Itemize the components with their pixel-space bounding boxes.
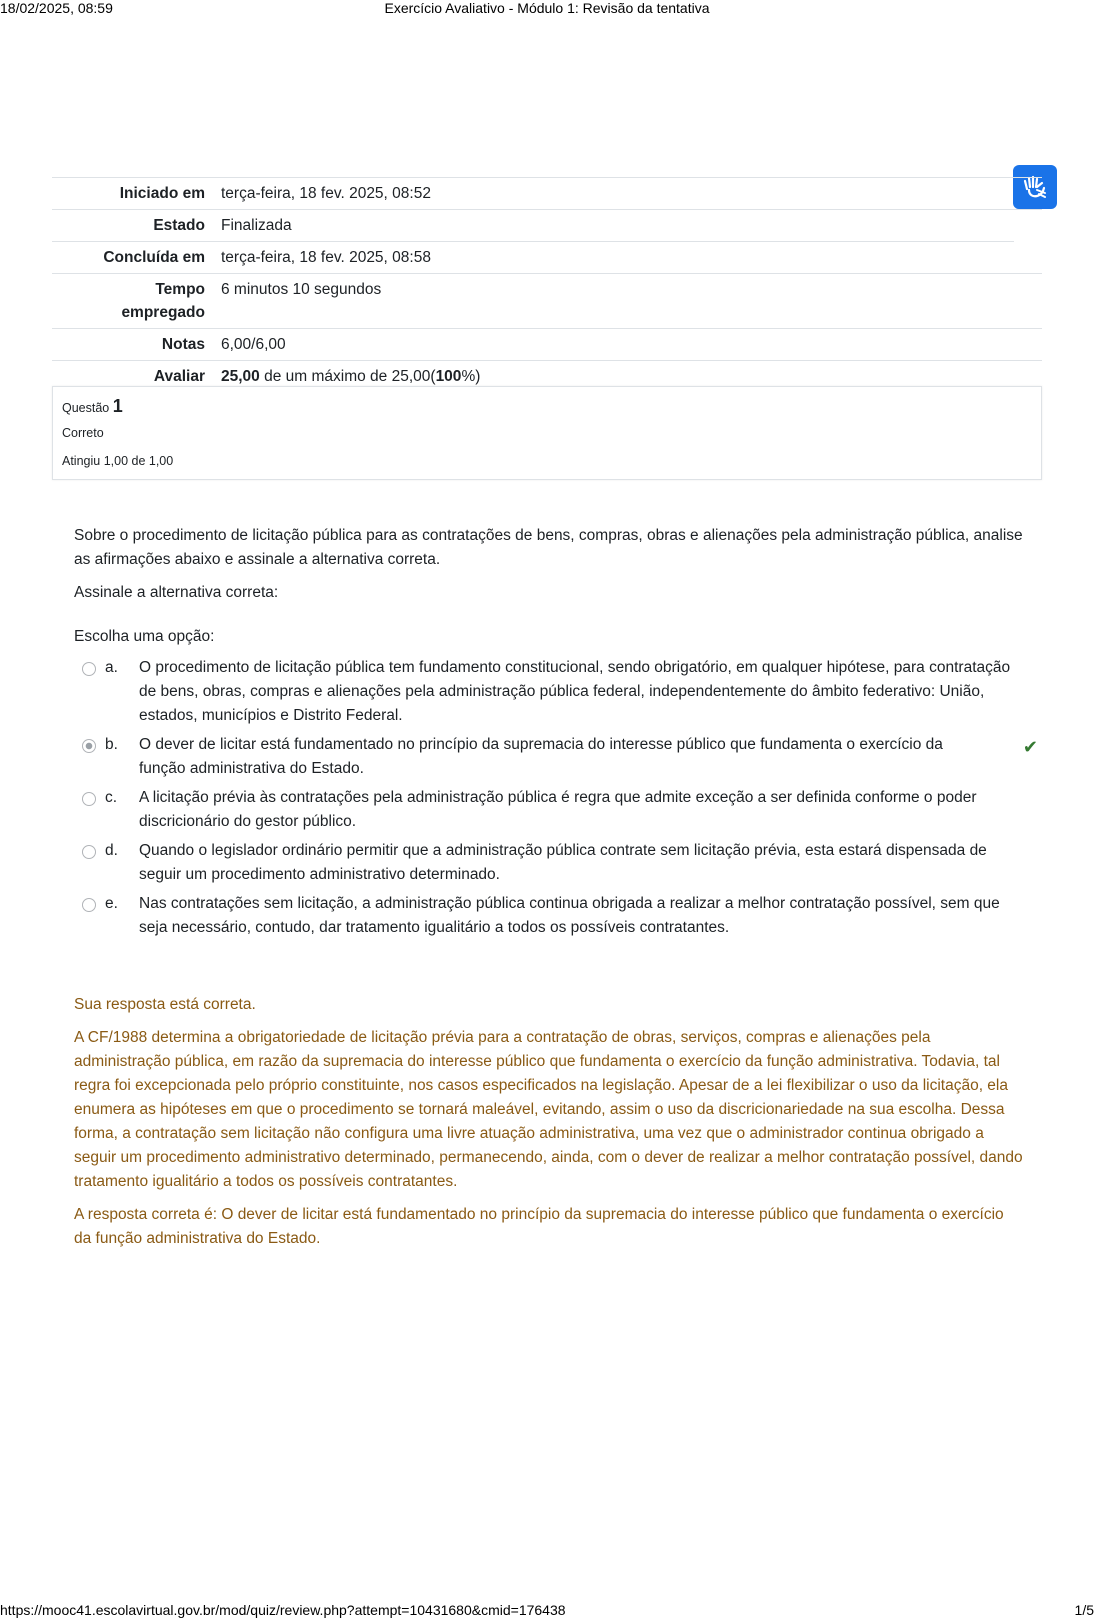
radio-button[interactable] [82, 845, 96, 859]
summary-value: terça-feira, 18 fev. 2025, 08:58 [221, 249, 431, 266]
question-instruction: Assinale a alternativa correta: [74, 584, 279, 601]
grade-middle-text: de um máximo de 25,00( [259, 368, 436, 385]
summary-row-marks [52, 328, 1042, 360]
radio-button-selected[interactable] [82, 739, 96, 753]
answer-letter: a. [105, 659, 118, 676]
summary-value: terça-feira, 18 fev. 2025, 08:52 [221, 185, 431, 202]
question-state: Correto [62, 426, 104, 440]
summary-value: 6,00/6,00 [221, 336, 286, 353]
question-grade: Atingiu 1,00 de 1,00 [62, 454, 174, 468]
grade-end-text: %) [461, 368, 481, 385]
feedback-right-answer: A resposta correta é: O dever de licitar está fundamentado no princípio da supremacia do interesse público que fundamenta o exercício da função administrativa do Estado. [74, 1206, 1004, 1247]
summary-row-state [52, 209, 1042, 241]
summary-row-completed [52, 241, 1014, 273]
answer-prompt: Escolha uma opção: [74, 628, 215, 645]
question-statement: Sobre o procedimento de licitação pública para as contratações de bens, compras, obras e alienações pela administração pública, analise as afirmações abaixo e assinale a alternativa correta. [74, 527, 1023, 568]
answer-options [82, 656, 1038, 945]
answer-option-e[interactable] [82, 892, 1022, 940]
answer-text: Quando o legislador ordinário permitir que a administração pública contrate sem licitação prévia, esta estará dispensada de seguir um procedimento administrativo determinado. [139, 842, 987, 883]
summary-value: 6 minutos 10 segundos [221, 281, 382, 298]
answer-letter: d. [105, 842, 118, 859]
answer-option-b[interactable] [82, 733, 1038, 781]
summary-label: Avaliar [153, 368, 205, 385]
print-title: Exercício Avaliativo - Módulo 1: Revisão da tentativa [384, 0, 710, 16]
print-page-number: 1/5 [1074, 1602, 1094, 1618]
attempt-summary-table [52, 177, 1042, 392]
feedback-general: A CF/1988 determina a obrigatoriedade de licitação prévia para a contratação de obras, serviços, compras e alienações pela administração pública, em razão da supremacia do interesse público que fundamenta o exercício da função administrativa. Todavia, tal regra foi excepcionada pelo próprio constituinte, nos casos especificados na legislação. Apesar de a lei flexibilizar o uso da licitação, ela enumera as hipóteses em que o procedimento se tornará maleável, evitando, assim o uso da discricionariedade na sua escolha. Dessa forma, a contratação sem licitação não configura uma livre atuação administrativa, uma vez que o administrador continua obrigado a seguir um procedimento administrativo determinado, permanecendo, ainda, com o dever de realizar a melhor contratação possível, dando tratamento igualitário a todos os possíveis contratantes. [74, 1029, 1023, 1190]
correct-check-icon: ✔ [1022, 737, 1038, 757]
grade-score: 25,00 [221, 368, 260, 385]
summary-row-started [52, 177, 1042, 209]
summary-value: Finalizada [221, 217, 292, 234]
print-datetime: 18/02/2025, 08:59 [0, 0, 113, 16]
summary-label: Tempo empregado [121, 281, 205, 321]
answer-text: A licitação prévia às contratações pela administração pública é regra que admite exceção a ser definida conforme o poder discricionário do gestor público. [139, 789, 977, 830]
radio-button[interactable] [82, 898, 96, 912]
question-number-value: 1 [112, 396, 123, 416]
answer-option-c[interactable] [82, 786, 1022, 834]
radio-button[interactable] [82, 792, 96, 806]
summary-label: Iniciado em [119, 185, 205, 202]
answer-option-d[interactable] [82, 839, 1022, 887]
radio-button[interactable] [82, 662, 96, 676]
question-label: Questão [62, 401, 110, 415]
answer-letter: b. [105, 736, 118, 753]
summary-label: Concluída em [103, 249, 205, 266]
print-url: https://mooc41.escolavirtual.gov.br/mod/quiz/review.php?attempt=10431680&cmid=176438 [0, 1602, 566, 1618]
answer-letter: e. [105, 895, 118, 912]
summary-label: Estado [153, 217, 205, 234]
feedback-status: Sua resposta está correta. [74, 996, 256, 1013]
question-text [74, 524, 1024, 614]
summary-label: Notas [161, 336, 205, 353]
print-footer [0, 1602, 1094, 1620]
question-number [62, 396, 123, 417]
feedback-section [74, 993, 1024, 1260]
answer-letter: c. [105, 789, 118, 806]
grade-percent: 100 [435, 368, 462, 385]
print-header [0, 0, 1094, 16]
answer-option-a[interactable] [82, 656, 1022, 728]
question-info-box [52, 386, 1042, 480]
summary-row-time-taken [52, 273, 1042, 328]
answer-text: O dever de licitar está fundamentado no princípio da supremacia do interesse público que fundamenta o exercício da função administrativa do Estado. [139, 736, 943, 777]
answer-text: O procedimento de licitação pública tem fundamento constitucional, sendo obrigatório, em qualquer hipótese, para contratação de bens, obras, compras e alienações pela administração pública federal, independentemente do âmbito federativo: União, estados, municípios e Distrito Federal. [139, 659, 1011, 724]
answer-text: Nas contratações sem licitação, a administração pública continua obrigada a realizar a melhor contratação possível, sem que seja necessário, contudo, dar tratamento igualitário a todos os possíveis contratantes. [139, 895, 1000, 936]
